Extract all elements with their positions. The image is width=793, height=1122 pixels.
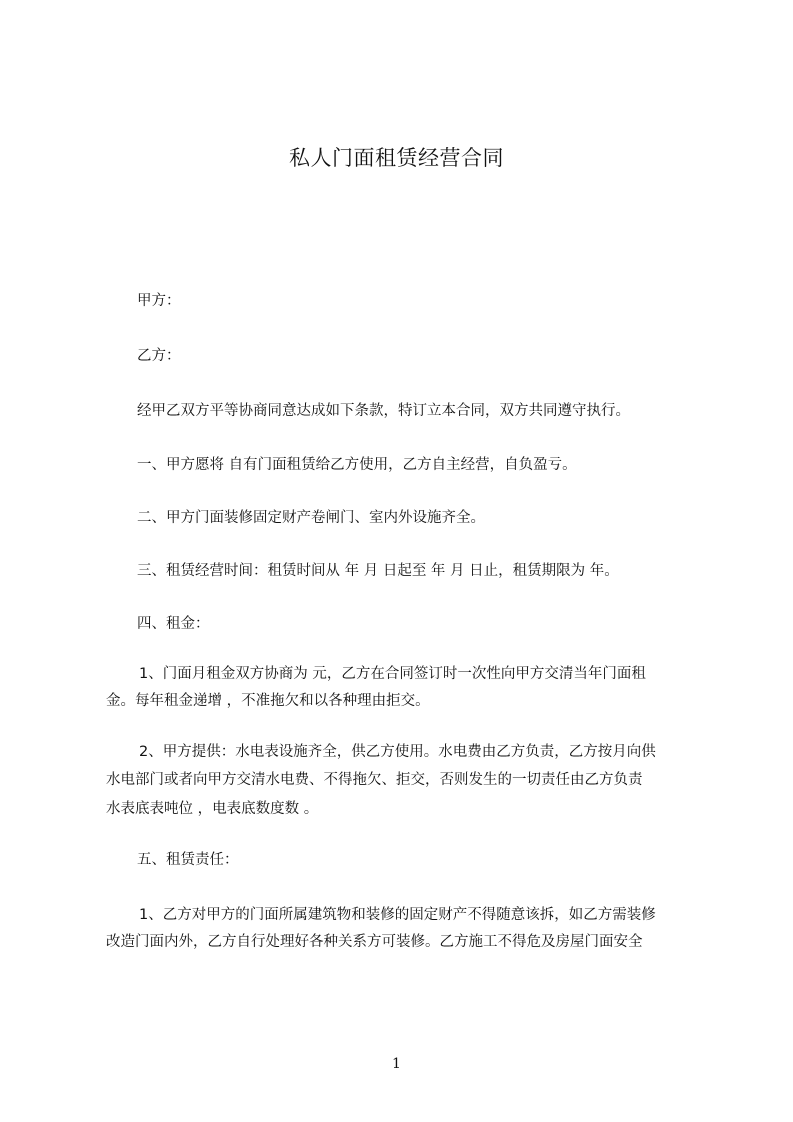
responsibility-item-1-line-1: 1、乙方对甲方的门面所属建筑物和装修的固定财产不得随意该拆，如乙方需装修 <box>139 907 656 923</box>
responsibility-item-1-line-2: 改造门面内外，乙方自行处理好各种关系方可装修。乙方施工不得危及房屋门面安全 <box>106 934 643 950</box>
clause-4-heading: 四、租金： <box>137 616 210 632</box>
page-number: 1 <box>392 1056 401 1072</box>
rent-item-1-line-2: 金。每年租金递增 ，不准拖欠和以各种理由拒交。 <box>106 693 430 709</box>
rent-item-2-line-3: 水表底表吨位 ，电表底数度数 。 <box>106 801 319 817</box>
clause-3-paragraph: 三、租赁经营时间：租赁时间从 年 月 日起至 年 月 日止，租赁期限为 年。 <box>137 563 619 579</box>
party-b-line: 乙方： <box>137 348 181 364</box>
rent-item-2-line-1: 2、甲方提供：水电表设施齐全，供乙方使用。水电费由乙方负责，乙方按月向供 <box>139 744 656 760</box>
clause-1-paragraph: 一、甲方愿将 自有门面租赁给乙方使用，乙方自主经营，自负盈亏。 <box>137 457 577 473</box>
rent-item-2-line-2: 水电部门或者向甲方交清水电费、不得拖欠、拒交，否则发生的一切责任由乙方负责 <box>106 772 643 788</box>
preamble-paragraph: 经甲乙双方平等协商同意达成如下条款，特订立本合同，双方共同遵守执行。 <box>137 403 630 419</box>
rent-item-1-line-1: 1、门面月租金双方协商为 元，乙方在合同签订时一次性向甲方交清当年门面租 <box>139 666 646 682</box>
clause-2-paragraph: 二、甲方门面装修固定财产卷闸门、室内外设施齐全。 <box>137 510 485 526</box>
party-a-line: 甲方： <box>137 293 181 309</box>
clause-5-heading: 五、租赁责任： <box>137 852 239 868</box>
document-title: 私人门面租赁经营合同 <box>289 146 504 170</box>
